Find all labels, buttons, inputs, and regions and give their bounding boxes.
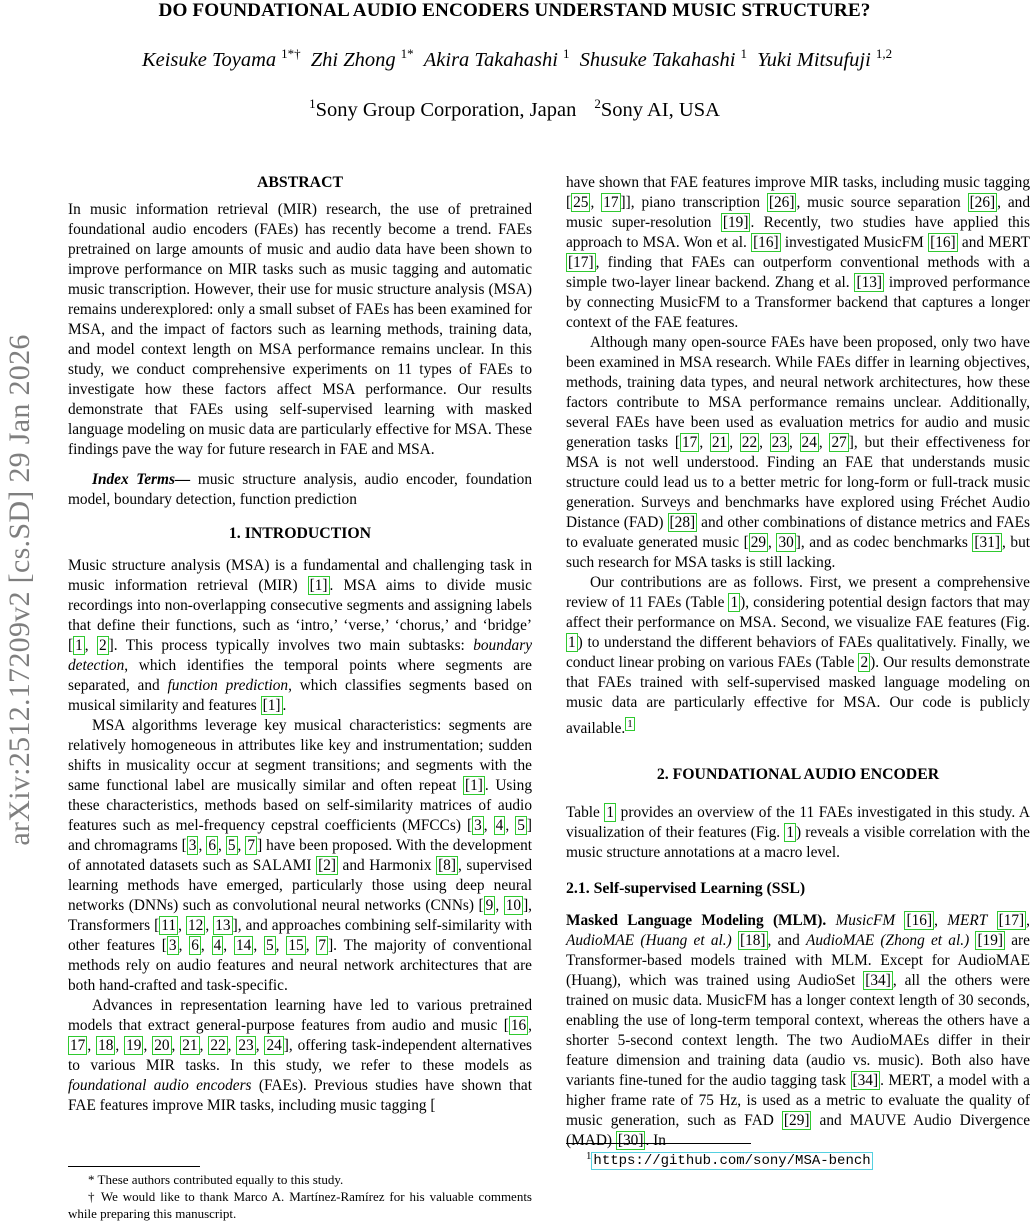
author-name: Yuki Mitsufuji — [757, 48, 871, 71]
citation-link[interactable]: [16] — [930, 234, 956, 251]
citation-link[interactable]: 9 — [485, 897, 494, 914]
citation-link[interactable]: [1] — [262, 697, 281, 714]
citation-link[interactable]: 3 — [168, 937, 177, 954]
citation-link[interactable]: [28] — [669, 514, 696, 531]
affiliation-mark: 1 — [309, 96, 316, 111]
citation-link[interactable]: 24 — [266, 1037, 282, 1054]
citation-link[interactable]: [8] — [438, 857, 456, 874]
left-column — [68, 173, 533, 1221]
citation-link[interactable]: 5 — [517, 817, 525, 834]
affiliation-mark: 2 — [594, 96, 601, 111]
citation-link[interactable]: 19 — [126, 1037, 142, 1054]
citation-link[interactable]: 29 — [750, 534, 767, 551]
affiliation-name: Sony Group Corporation, Japan — [315, 98, 577, 121]
citation-link[interactable]: [16] — [906, 912, 933, 930]
right-footnotes — [566, 1143, 1030, 1170]
figure-ref-link[interactable]: 1 — [786, 824, 794, 842]
code-repository-link[interactable]: https://github.com/sony/MSA-bench — [593, 1153, 871, 1170]
footnote-code-url: $^1$ https://github.com/sony/MSA-bench — [586, 1150, 871, 1170]
citation-link[interactable]: [29] — [783, 1112, 810, 1130]
citation-link[interactable]: 18 — [98, 1037, 114, 1054]
citation-link[interactable]: 21 — [182, 1037, 198, 1054]
table-ref-link[interactable]: 2 — [860, 654, 869, 671]
citation-link[interactable]: 14 — [235, 937, 252, 954]
intro-paragraph-3-continued: have shown that FAE features improve MIR tasks, including music tagging [ 25 , 17 ]], piano transcription [26] , music source separation [26] , and music super-resolution [19] . Recently, two studies have applied this approach to MSA. Won et al. [16] investigated MusicFM [16] and MERT [17] , finding that FAEs can outperform conventional methods with a simple two-layer linear backend. Zhang et al. [13] improved performance by connecting MusicFM to a Transformer backend that captures a longer context of the FAE features. — [566, 174, 1030, 331]
citation-link[interactable]: [16] — [753, 234, 779, 251]
citation-link[interactable]: 20 — [154, 1037, 170, 1054]
citation-link[interactable]: [34] — [852, 1072, 879, 1090]
citation-link[interactable]: 27 — [831, 434, 847, 451]
citation-link[interactable]: 7 — [247, 837, 256, 854]
citation-link[interactable]: [26] — [969, 194, 996, 211]
affiliation-name: Sony AI, USA — [600, 98, 720, 121]
left-footnotes — [68, 1166, 532, 1222]
citation-link[interactable]: 12 — [187, 917, 204, 934]
right-column-flow — [566, 173, 1030, 1170]
citation-link[interactable]: 17 — [681, 434, 698, 451]
citation-link[interactable]: [34] — [865, 972, 891, 990]
table-ref-link[interactable]: 1 — [606, 804, 615, 822]
citation-link[interactable]: 7 — [318, 937, 327, 954]
citation-link[interactable]: 13 — [215, 917, 231, 934]
author-mark: 1*† — [281, 46, 301, 61]
author-name: Shusuke Takahashi — [579, 48, 736, 71]
citation-link[interactable]: [31] — [974, 534, 1000, 551]
author-mark: 1* — [400, 46, 414, 61]
citation-link[interactable]: 17 — [603, 194, 619, 211]
figure-ref-link[interactable]: 1 — [568, 634, 576, 651]
citation-link[interactable]: 5 — [266, 937, 274, 954]
author-mark: 1,2 — [875, 46, 893, 61]
citation-link[interactable]: 6 — [191, 937, 199, 954]
citation-link[interactable]: [18] — [739, 932, 766, 950]
footnote-ref-link[interactable]: 1 — [627, 718, 633, 730]
citation-link[interactable]: [30] — [617, 1132, 644, 1150]
citation-link[interactable]: [19] — [977, 932, 1004, 950]
citation-link[interactable]: 5 — [227, 837, 236, 854]
footnote-rule — [68, 1166, 200, 1167]
footnote-acknowledgement: † We would like to thank Marco A. Martínez-Ramírez for his valuable comments while preparing this manuscript. — [68, 1189, 532, 1221]
author-name: Zhi Zhong — [310, 48, 396, 71]
citation-link[interactable]: 30 — [778, 534, 794, 551]
intro-paragraph-1: Music structure analysis (MSA) is a fundamental and challenging task in music information retrieval (MIR) [1] . MSA aims to divide music recordings into non-overlapping consecutive segments and assigning labels that define their functions, such as ‘intro,’ ‘verse,’ ‘chorus,’ and ‘bridge’ [ 1 , 2 ]. This process typically involves two main subtasks: boundary detection, which identifies the temporal points where segments are separated, and function prediction, which classifies segments based on musical similarity and features [1] . — [68, 557, 533, 714]
citation-link[interactable]: 17 — [70, 1037, 86, 1054]
citation-link[interactable]: 23 — [771, 434, 787, 451]
citation-link[interactable]: 22 — [741, 434, 758, 451]
citation-link[interactable]: 23 — [238, 1037, 254, 1054]
citation-link[interactable]: [1] — [309, 577, 328, 594]
author-mark: 1 — [562, 46, 570, 61]
citation-link[interactable]: 24 — [801, 434, 817, 451]
citation-link[interactable]: [26] — [768, 194, 795, 211]
author-list — [0, 46, 1029, 72]
citation-link[interactable]: 16 — [510, 1017, 527, 1034]
citation-link[interactable]: 21 — [711, 434, 728, 451]
citation-link[interactable]: [19] — [722, 214, 749, 231]
section-2-1-paragraph: Masked Language Modeling (MLM). MusicFM [16] , MERT [17] , AudioMAE (Huang et al.) [18] , and AudioMAE (Zhong et al.) [19] are Transformer-based models trained with MLM. Except for AudioMAE (Huang), which was trained using AudioSet [34] , all the others were trained on music data. MusicFM has a longer context length of 30 seconds, enabling the use of long-term temporal context, whereas the others have a shorter 5-second context length. The two AudioMAEs differ in their feature dimension and training data (audio vs. music). Both also have variants fine-tuned for the audio tagging task [34] . MERT, a model with a higher frame rate of 75 Hz, is used as a metric to evaluate the quality of music generation, such as FAD [29] and MAUVE Audio Divergence (MAD) [30] . In — [566, 912, 1030, 1150]
intro-paragraph-5: Our contributions are as follows. First, we present a comprehensive review of 11 FAEs (Table 1 ), considering potential design factors that may affect their performance on MSA. Second, we visualize FAE features (Fig. 1 ) to understand the different behaviors of FAEs qualitatively. Finally, we conduct linear probing on various FAEs (Table 2 ). Our results demonstrate that FAEs trained with self-supervised masked language modeling on music data are particularly effective for MSA. Our code is publicly available. $^1$ — [566, 574, 1030, 738]
citation-link[interactable]: 10 — [505, 897, 522, 914]
citation-link[interactable]: [17] — [568, 254, 594, 271]
index-terms-label: Index Terms— — [92, 471, 191, 488]
citation-link[interactable]: [13] — [856, 274, 883, 291]
section-2-paragraph-1: Table 1 provides an overview of the 11 FAEs investigated in this study. A visualization of their features (Fig. 1 ) reveals a visible correlation with the music structure annotations at a macro level. — [566, 804, 1030, 862]
citation-link[interactable]: 22 — [210, 1037, 226, 1054]
citation-link[interactable]: [2] — [318, 857, 336, 874]
intro-paragraph-3-part-1: Advances in representation learning have led to various pretrained models that extract general-purpose features from audio and music [ 16 , 17 , 18 , 19 , 20 , 21 , 22 , 23 , 24 ], offering task-independent alternatives to various MIR tasks. In this study, we refer to these models as foundational audio encoders (FAEs). Previous studies have shown that FAE features improve MIR tasks, including music tagging [ — [68, 997, 533, 1114]
citation-link[interactable]: 4 — [213, 937, 222, 954]
index-terms — [68, 470, 532, 510]
citation-link[interactable]: 1 — [75, 637, 83, 654]
section-2-heading: 2. FOUNDATIONAL AUDIO ENCODER — [656, 766, 940, 784]
citation-link[interactable]: 15 — [288, 937, 304, 954]
table-ref-link[interactable]: 1 — [730, 594, 739, 611]
citation-link[interactable]: [1] — [465, 777, 483, 794]
citation-link[interactable]: 11 — [161, 917, 177, 934]
intro-paragraph-2: MSA algorithms leverage key musical characteristics: segments are relatively homogeneous in attributes like key and instrumentation; sudden shifts in musicality occur at segment transitions; and segments with the same functional label are musically similar and often repeat [1] . Using these characteristics, methods based on self-similarity matrices of audio features such as mel-frequency cepstral coefficients (MFCCs) [ 3 , 4 , 5 ] and chromagrams [ 3 , 6 , 5 , 7 ] have been proposed. With the development of annotated datasets such as SALAMI [2] and Harmonix [8] , supervised learning methods have emerged, particularly those using deep neural networks (DNNs) such as convolutional neural networks (CNNs) [ 9 , 10 ], Transformers [ 11 , 12 , 13 ], and approaches combining self-similarity with other features [ 3 , 6 , 4 , 14 , 5 , 15 , 7 ]. The majority of conventional methods rely on audio features and neural network architectures that are both hand-crafted and task-specific. — [68, 717, 533, 994]
section-1-heading: 1. INTRODUCTION — [228, 525, 372, 542]
arxiv-id-text: arXiv:2512.17209v2 [cs.SD] 29 Jan 2026 — [3, 334, 36, 846]
index-terms-text: music structure analysis, audio encoder, foundation model, boundary detection, function prediction — [68, 471, 532, 508]
affiliation-line — [0, 96, 1029, 122]
citation-link[interactable]: 3 — [474, 817, 482, 834]
author-name: Akira Takahashi — [423, 48, 558, 71]
citation-link[interactable]: 4 — [495, 817, 504, 834]
abstract-heading: ABSTRACT — [256, 174, 344, 191]
citation-link[interactable]: 25 — [573, 194, 589, 211]
author-name: Keisuke Toyama — [141, 48, 277, 71]
citation-link[interactable]: 3 — [188, 837, 197, 854]
citation-link[interactable]: [17] — [998, 912, 1025, 930]
footnote-equal-contribution: * These authors contributed equally to this study. — [88, 1172, 344, 1187]
abstract-text: In music information retrieval (MIR) research, the use of pretrained foundational audio encoders (FAEs) has recently become a trend. FAEs pretrained on large amounts of music and audio data have been shown to improve performance on MIR tasks such as music tagging and automatic music transcription. However, their use for music structure analysis (MSA) remains underexplored: only a small subset of FAEs has been examined for MSA, and the impact of factors such as learning methods, training data, and model context length on MSA performance remains unclear. In this study, we conduct comprehensive experiments on 11 types of FAEs to investigate how these factors affect MSA performance. Our results demonstrate that FAEs using self-supervised learning with masked language modeling on music data are particularly effective for MSA. These findings pave the way for future research in FAE and MSA. — [68, 201, 532, 458]
subsection-2-1-heading: 2.1. Self-supervised Learning (SSL) — [566, 880, 806, 898]
arxiv-identifier-stamp — [0, 0, 40, 1200]
intro-paragraph-4: Although many open-source FAEs have been proposed, only two have been examined in MSA research. While FAEs differ in learning objectives, methods, training data types, and neural network architectures, how these factors contribute to MSA performance remains unclear. Additionally, several FAEs have been used as evaluation metrics for audio and music generation tasks [ 17 , 21 , 22 , 23 , 24 , 27 ], but their effectiveness for MSA is not well understood. Finding an FAE that understands music structure could lead us to a better metric for long-form or full-track music generation. Surveys and benchmarks have explored using Fréchet Audio Distance (FAD) [28] and other combinations of distance metrics and FAEs to evaluate generated music [ 29 , 30 ], and as codec benchmarks [31] , but such research for MSA tasks is still lacking. — [566, 334, 1030, 571]
author-mark: 1 — [740, 46, 747, 61]
citation-link[interactable]: 6 — [208, 837, 216, 854]
citation-link[interactable]: 2 — [99, 637, 107, 654]
footnote-rule — [566, 1143, 751, 1144]
paper-title: DO FOUNDATIONAL AUDIO ENCODERS UNDERSTAND MUSIC STRUCTURE? — [158, 0, 871, 21]
